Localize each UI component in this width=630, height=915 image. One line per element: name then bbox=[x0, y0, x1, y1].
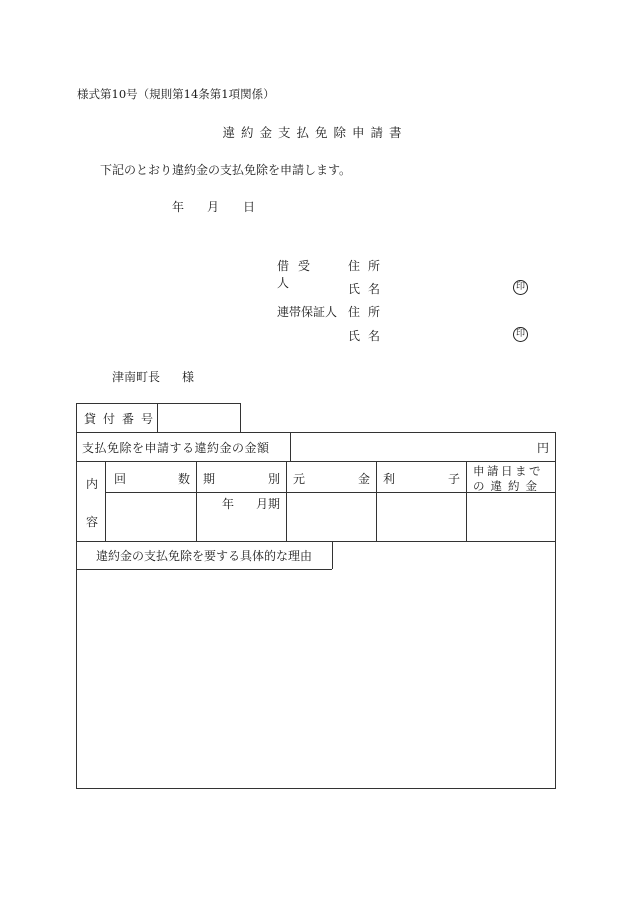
guarantor-address-label: 住所 bbox=[348, 305, 389, 319]
guarantor-seal-icon: 印 bbox=[513, 327, 528, 342]
form-number: 様式第10号（規則第14条第1項関係） bbox=[77, 87, 275, 101]
col-penalty-header-line2: の違約金 bbox=[473, 479, 543, 493]
penalty-field[interactable] bbox=[469, 496, 554, 538]
count-field[interactable] bbox=[108, 496, 193, 538]
intro-text: 下記のとおり違約金の支払免除を申請します。 bbox=[100, 163, 352, 177]
col-principal-1: 元 bbox=[293, 472, 306, 486]
divider bbox=[76, 569, 332, 570]
col-count-header bbox=[114, 470, 190, 487]
divider bbox=[290, 432, 291, 461]
col-period-2: 別 bbox=[267, 472, 280, 486]
col-principal-2: 金 bbox=[357, 472, 370, 486]
borrower-label-text: 借受人 bbox=[277, 259, 320, 290]
divider bbox=[196, 461, 197, 541]
document-title: 違約金支払免除申請書 bbox=[222, 125, 408, 140]
col-interest-header bbox=[383, 470, 460, 487]
date-year: 年 bbox=[172, 200, 185, 214]
borrower-seal-icon: 印 bbox=[513, 280, 528, 295]
borrower-label bbox=[277, 257, 333, 291]
borrower-name-label: 氏名 bbox=[348, 282, 389, 296]
divider bbox=[376, 461, 377, 541]
guarantor-name-label: 氏名 bbox=[348, 329, 389, 343]
divider bbox=[76, 461, 556, 462]
divider bbox=[105, 461, 106, 541]
divider bbox=[76, 541, 556, 542]
guarantor-label: 連帯保証人 bbox=[277, 305, 338, 319]
exemption-amount-field[interactable] bbox=[296, 439, 526, 455]
contents-label-top: 内 bbox=[86, 477, 99, 491]
col-count-1: 回 bbox=[114, 472, 127, 486]
period-month: 月期 bbox=[256, 497, 281, 511]
col-period-1: 期 bbox=[203, 472, 216, 486]
col-penalty-header-line1: 申請日まで bbox=[473, 464, 543, 478]
divider bbox=[466, 461, 467, 541]
addressee-honorific: 様 bbox=[182, 370, 195, 384]
principal-field[interactable] bbox=[289, 496, 374, 538]
divider bbox=[332, 541, 333, 569]
reason-field[interactable] bbox=[80, 574, 550, 784]
col-period-header bbox=[203, 470, 280, 487]
exemption-amount-label: 支払免除を申請する違約金の金額 bbox=[82, 441, 270, 455]
interest-field[interactable] bbox=[379, 496, 464, 538]
period-year: 年 bbox=[222, 497, 235, 511]
divider bbox=[286, 461, 287, 541]
date-month: 月 bbox=[207, 200, 220, 214]
yen-unit: 円 bbox=[537, 441, 550, 455]
col-principal-header bbox=[293, 470, 370, 487]
col-interest-2: 子 bbox=[447, 472, 460, 486]
col-interest-1: 利 bbox=[383, 472, 396, 486]
addressee-name: 津南町長 bbox=[112, 370, 161, 384]
reason-label: 違約金の支払免除を要する具体的な理由 bbox=[96, 549, 313, 563]
contents-label-bottom: 容 bbox=[86, 515, 99, 529]
date-day: 日 bbox=[243, 200, 256, 214]
col-count-2: 数 bbox=[177, 472, 190, 486]
loan-number-label: 貸付番号 bbox=[84, 412, 161, 426]
borrower-address-label: 住所 bbox=[348, 259, 389, 273]
